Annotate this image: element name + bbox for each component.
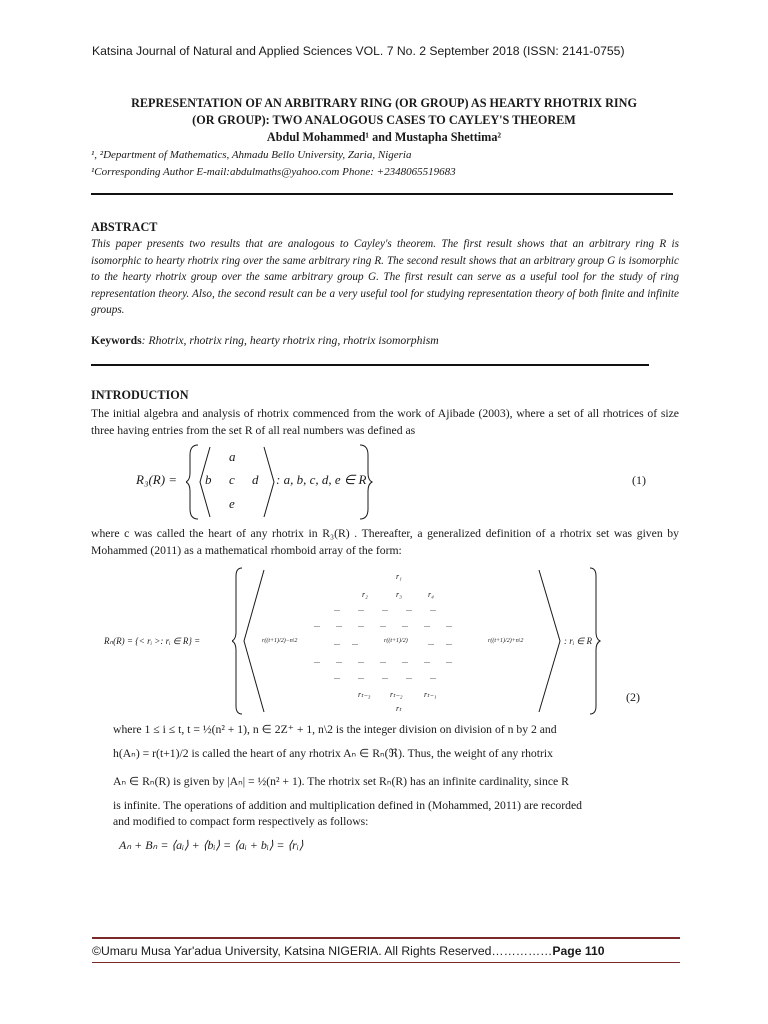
- intro-paragraph-3-line-3: Aₙ ∈ Rₙ(R) is given by |Aₙ| = ½(n² + 1). The rhotrix set Rₙ(R) has an infinite cardinality, since R: [113, 775, 569, 788]
- eq2-r3: r₃: [396, 590, 402, 599]
- abstract-body: This paper presents two results that are analogous to Cayley's theorem. The first result shows that an arbitrary ring R is isomorphic to hearty rhotrix ring over the same arbitrary ring R. The second result shows that an arbitrary group G is isomorphic to the hearty rhotrix group over the same arbitrary group G. The first result can serve as a useful tool for the study of ring representation theory. Also, the second result can be a very useful tool for studying representation theory of both finite and infinite groups.: [91, 238, 679, 316]
- intro-paragraph-3-line-1: where 1 ≤ i ≤ t, t = ½(n² + 1), n ∈ 2Z⁺ + 1, n\2 is the integer division on division of n by 2 and: [113, 723, 557, 736]
- keywords-text: : Rhotrix, rhotrix ring, hearty rhotrix ring, rhotrix isomorphism: [141, 334, 439, 347]
- paper-authors: Abdul Mohammed¹ and Mustapha Shettima²: [266, 130, 502, 144]
- eq2-rt: rₜ: [396, 704, 402, 713]
- eq3-addition: Aₙ + Bₙ = ⟨aᵢ⟩ + ⟨bᵢ⟩ = ⟨aᵢ + bᵢ⟩ = ⟨rᵢ⟩: [119, 838, 304, 852]
- eq2-mid-left: r((t+1)/2)−n\2: [262, 638, 298, 644]
- eq2-dots-row-3: ... ... ... ... ... ... ...: [314, 656, 452, 665]
- eq2-dots-mid-right: ... ...: [428, 638, 452, 647]
- paper-title-line-1: REPRESENTATION OF AN ARBITRARY RING (OR GROUP) AS HEARTY RHOTRIX RING: [131, 96, 637, 110]
- intro-paragraph-3-line-5: and modified to compact form respectively as follows:: [113, 815, 369, 828]
- eq1-entry-b: b: [205, 472, 212, 487]
- paper-title-line-2: (OR GROUP): TWO ANALOGOUS CASES TO CAYLEY'S THEOREM: [192, 113, 576, 127]
- keywords-label: Keywords: [91, 334, 142, 347]
- eq1-entry-a: a: [229, 449, 236, 464]
- eq1-number: (1): [632, 473, 646, 487]
- footer-rule-bottom: [92, 962, 680, 963]
- eq2-r4: r₄: [428, 590, 434, 599]
- eq2-r2: r₂: [362, 590, 368, 599]
- footer-copyright: ©Umaru Musa Yar'adua University, Katsina NIGERIA. All Rights Reserved……………: [92, 944, 553, 958]
- journal-header: Katsina Journal of Natural and Applied Sciences VOL. 7 No. 2 September 2018 (ISSN: 2141-0755): [92, 44, 625, 58]
- eq1-lhs: R₃(R) =: [136, 472, 178, 487]
- intro-paragraph-3-line-2: h(Aₙ) = r(t+1)/2 is called the heart of any rhotrix Aₙ ∈ Rₙ(ℜ). Thus, the weight of any rhotrix: [113, 747, 554, 760]
- divider-keywords: [91, 364, 649, 366]
- abstract-heading: ABSTRACT: [91, 220, 158, 234]
- intro-paragraph-1: The initial algebra and analysis of rhotrix commenced from the work of Ajibade (2003), where a set of all rhotrices of size three having entries from the set R of all real numbers was defined as: [91, 407, 679, 437]
- eq2-dots-row-4: ... ... ... ... ...: [334, 672, 436, 681]
- eq2-mid-center: r((t+1)/2): [384, 638, 408, 644]
- intro-paragraph-2: where c was called the heart of any rhotrix in R₃(R) . Thereafter, a generalized definition of a rhotrix set was given by Mohammed (2011) as a mathematical rhomboid array of the form:: [91, 527, 679, 557]
- eq2-rt-3: rₜ₋₃: [358, 690, 371, 699]
- eq2-dots-mid-left: ... ...: [334, 638, 358, 647]
- affiliation-department: ¹, ²Department of Mathematics, Ahmadu Bello University, Zaria, Nigeria: [91, 149, 412, 161]
- eq2-rt-2: rₜ₋₂: [390, 690, 403, 699]
- eq2-dots-row-1: ... ... ... ... ...: [334, 604, 436, 613]
- eq2-r1: r₁: [396, 572, 402, 581]
- footer: [92, 944, 605, 958]
- eq2-rt-1: rₜ₋₁: [424, 690, 437, 699]
- footer-page-number: Page 110: [552, 944, 605, 958]
- eq2-condition: : rᵢ ∈ R: [564, 636, 593, 646]
- corresponding-author: ¹Corresponding Author E-mail:abdulmaths@yahoo.com Phone: +2348065519683: [91, 166, 456, 178]
- eq1-entry-c: c: [229, 472, 235, 487]
- intro-paragraph-3-line-4: is infinite. The operations of addition and multiplication defined in (Mohammed, 2011) are recorded: [113, 799, 582, 812]
- eq2-lhs: Rₙ(R) = {< rᵢ >: rᵢ ∈ R} =: [104, 636, 201, 646]
- keywords: [91, 334, 439, 347]
- eq2-number: (2): [626, 690, 640, 704]
- eq1-entry-d: d: [252, 472, 259, 487]
- eq1-condition: : a, b, c, d, e ∈ R: [276, 472, 367, 487]
- eq2-dots-row-2: ... ... ... ... ... ... ...: [314, 620, 452, 629]
- introduction-heading: INTRODUCTION: [91, 388, 189, 402]
- eq1-entry-e: e: [229, 496, 235, 511]
- eq2-mid-right: r((t+1)/2)+n\2: [488, 638, 524, 644]
- divider-top: [91, 193, 673, 195]
- footer-rule-top: [92, 937, 680, 939]
